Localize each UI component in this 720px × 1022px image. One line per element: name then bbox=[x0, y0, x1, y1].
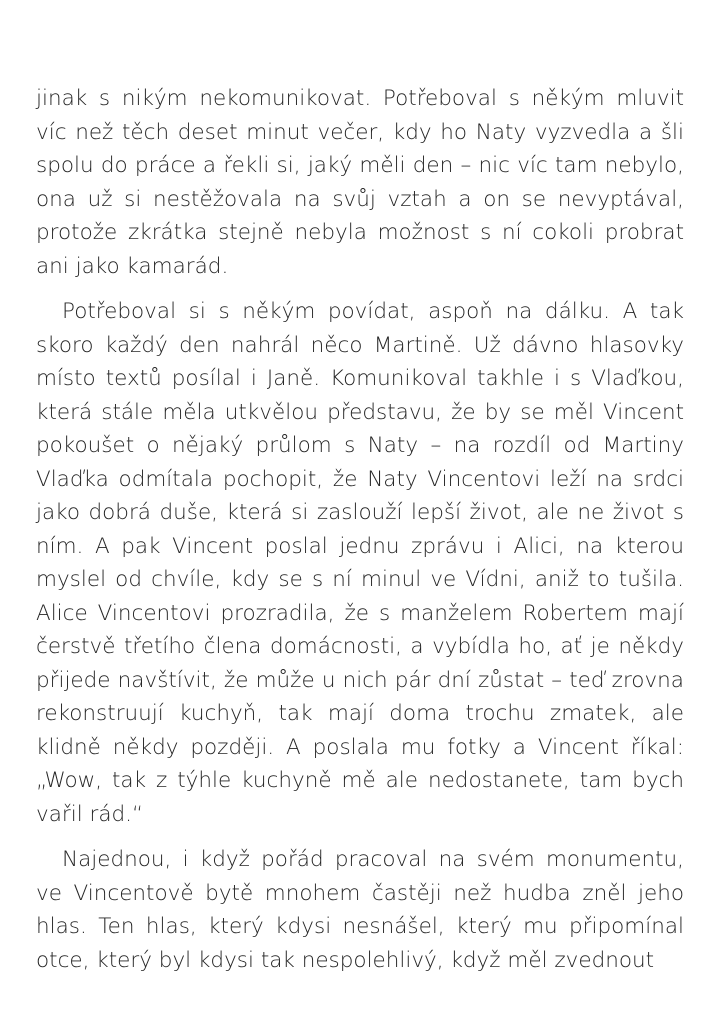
book-page bbox=[36, 82, 684, 989]
paragraph-2: Potřeboval si s někým povídat, aspoň na dálku. A tak skoro každý den nahrál něco Martině. Už dávno hlasovky místo textů posílal i Janě. Komunikoval takhle i s Vlaďkou, která stále měla utkvělou představu, že by se měl Vincent pokoušet o nějaký průlom s Naty – na rozdíl od Martiny Vlaďka odmítala pochopit, že Naty Vincentovi leží na srdci jako dobrá duše, která si zaslouží lepší život, ale ne život s ním. A pak Vincent poslal jednu zprávu i Alici, na kterou myslel od chvíle, kdy se s ní minul ve Vídni, aniž to tušila. Alice Vincentovi prozradila, že s manželem Robertem mají čerstvě třetího člena domácnosti, a vybídla ho, ať je někdy přijede navštívit, že může u nich pár dní zůstat – teď zrovna rekonstruují kuchyň, tak mají doma trochu zmatek, ale klidně někdy později. A poslala mu fotky a Vincent říkal: „Wow, tak z týhle kuchyně mě ale nedostanete, tam bych vařil rád.“ bbox=[36, 299, 684, 827]
paragraph-1: jinak s nikým nekomunikovat. Potřeboval s někým mluvit víc než těch deset minut večer, kdy ho Naty vyzvedla a šli spolu do práce a řekli si, jaký měli den – nic víc tam nebylo, ona už si nestěžovala na svůj vztah a on se nevyptával, protože zkrátka stejně nebyla možnost s ní cokoli probrat ani jako kamarád. bbox=[36, 86, 684, 279]
paragraph-3: Najednou, i když pořád pracoval na svém monumentu, ve Vincentově bytě mnohem častěji než hudba zněl jeho hlas. Ten hlas, který kdysi nesnášel, který mu připomínal otce, který byl kdysi tak nespolehlivý, když měl zvednout bbox=[36, 847, 684, 973]
